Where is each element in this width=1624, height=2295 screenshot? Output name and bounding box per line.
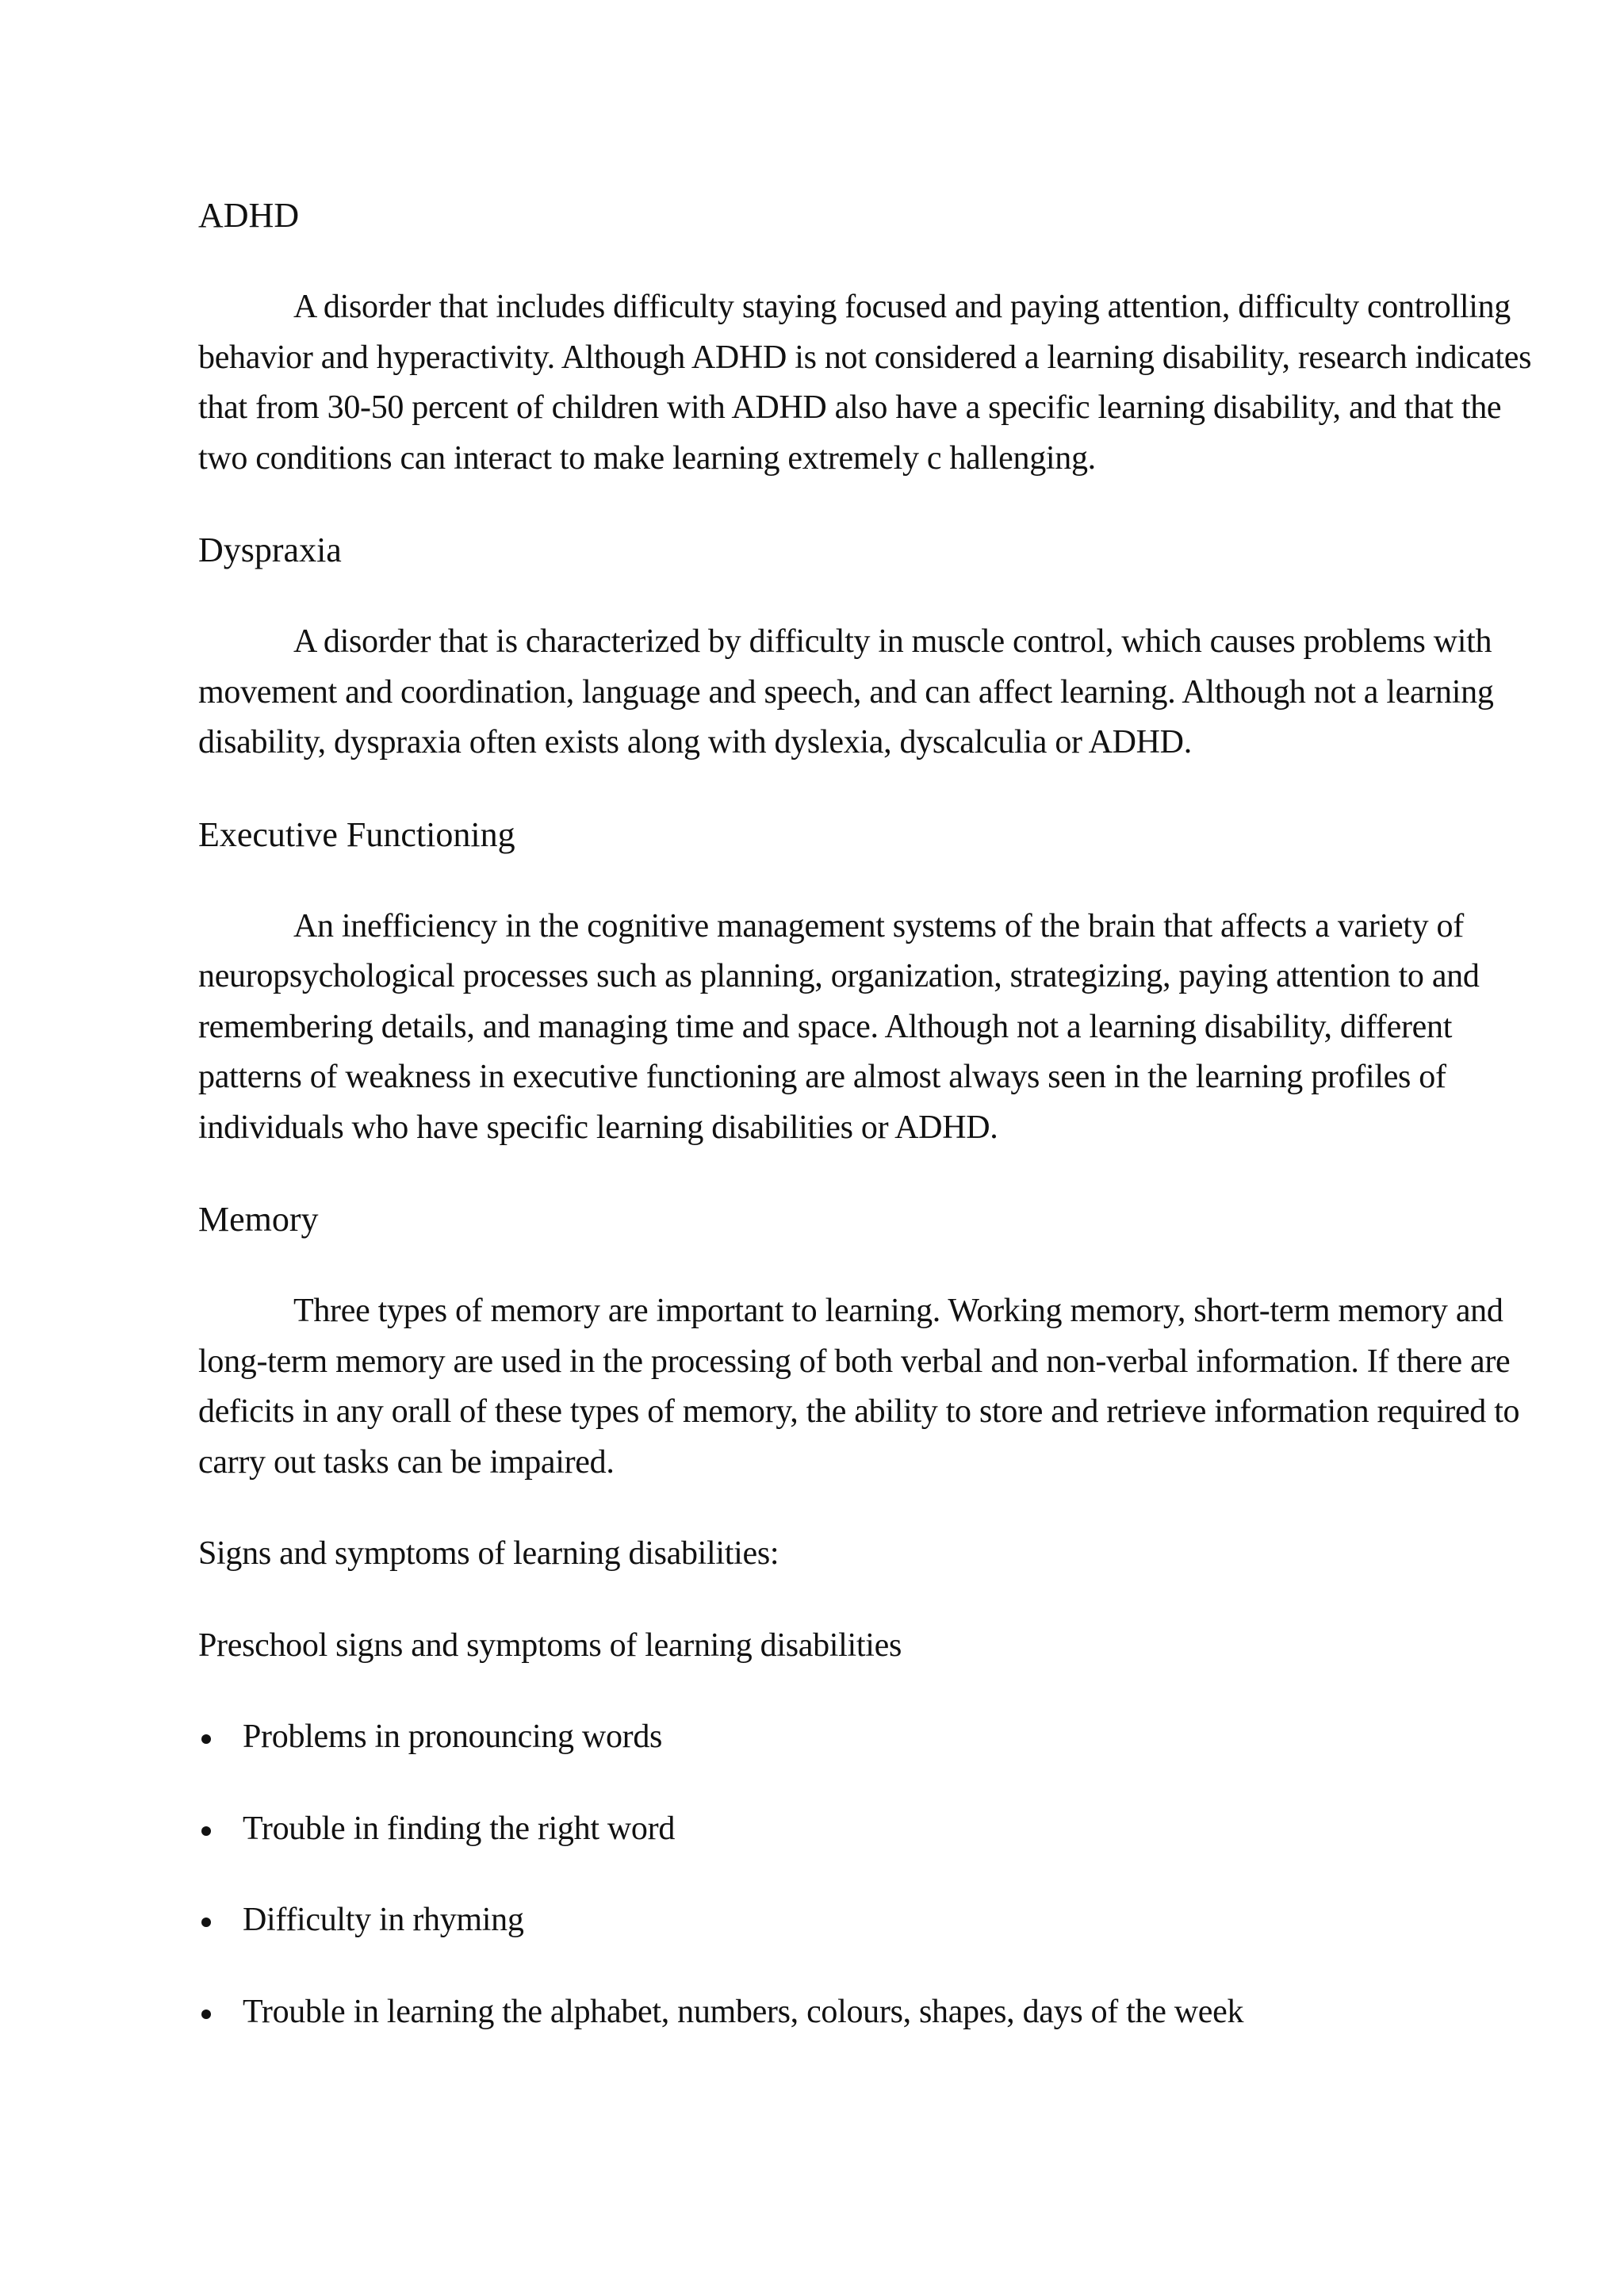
- list-item: [198, 1712, 1538, 1763]
- signs-heading: Signs and symptoms of learning disabilities:: [198, 1535, 779, 1572]
- preschool-heading: Preschool signs and symptoms of learning disabilities: [198, 1626, 902, 1664]
- section-paragraph-adhd: A disorder that includes difficulty staying focused and paying attention, difficulty controlling behavior and hyperactivity. Although ADHD is not considered a learning disability, research indicates that from 30-50 percent of children with ADHD also have a specific learning disability, and that the two conditions can interact to make learning extremely c hallenging.: [198, 289, 1532, 477]
- list-item-text: Trouble in finding the right word: [243, 1810, 676, 1847]
- document-body: [198, 190, 1538, 2079]
- section-paragraph-dyspraxia: A disorder that is characterized by difficulty in muscle control, which causes problems with movement and coordination, language and speech, and can affect learning. Although not a learning disability, dyspraxia often exists along with dyslexia, dyscalculia or ADHD.: [198, 623, 1494, 761]
- bullet-icon: [201, 1918, 211, 1927]
- section-paragraph-executive-functioning: An inefficiency in the cognitive management systems of the brain that affects a variety of neuropsychological processes such as planning, organization, strategizing, paying attention to and remembering details, and managing time and space. Although not a learning disability, different patterns of weakness in executive functioning are almost always seen in the learning profiles of individuals who have specific learning disabilities or ADHD.: [198, 907, 1480, 1146]
- list-item-text: Problems in pronouncing words: [243, 1718, 663, 1755]
- list-item: [198, 1987, 1538, 2038]
- preschool-signs-list: [198, 1712, 1538, 2037]
- section-heading-memory: Memory: [198, 1200, 319, 1239]
- bullet-icon: [201, 1734, 211, 1744]
- list-item-text: Trouble in learning the alphabet, numbers, colours, shapes, days of the week: [243, 1993, 1244, 2030]
- list-item: [198, 1804, 1538, 1855]
- section-heading-dyspraxia: Dyspraxia: [198, 531, 342, 569]
- bullet-icon: [201, 2010, 211, 2019]
- section-heading-executive-functioning: Executive Functioning: [198, 814, 515, 854]
- list-item: [198, 1895, 1538, 1946]
- section-paragraph-memory: Three types of memory are important to learning. Working memory, short-term memory and long-term memory are used in the processing of both verbal and non-verbal information. If there are deficits in any orall of these types of memory, the ability to store and retrieve information required to carry out tasks can be impaired.: [198, 1293, 1520, 1481]
- list-item-text: Difficulty in rhyming: [243, 1902, 524, 1938]
- bullet-icon: [201, 1826, 211, 1836]
- section-heading-adhd: ADHD: [198, 196, 300, 235]
